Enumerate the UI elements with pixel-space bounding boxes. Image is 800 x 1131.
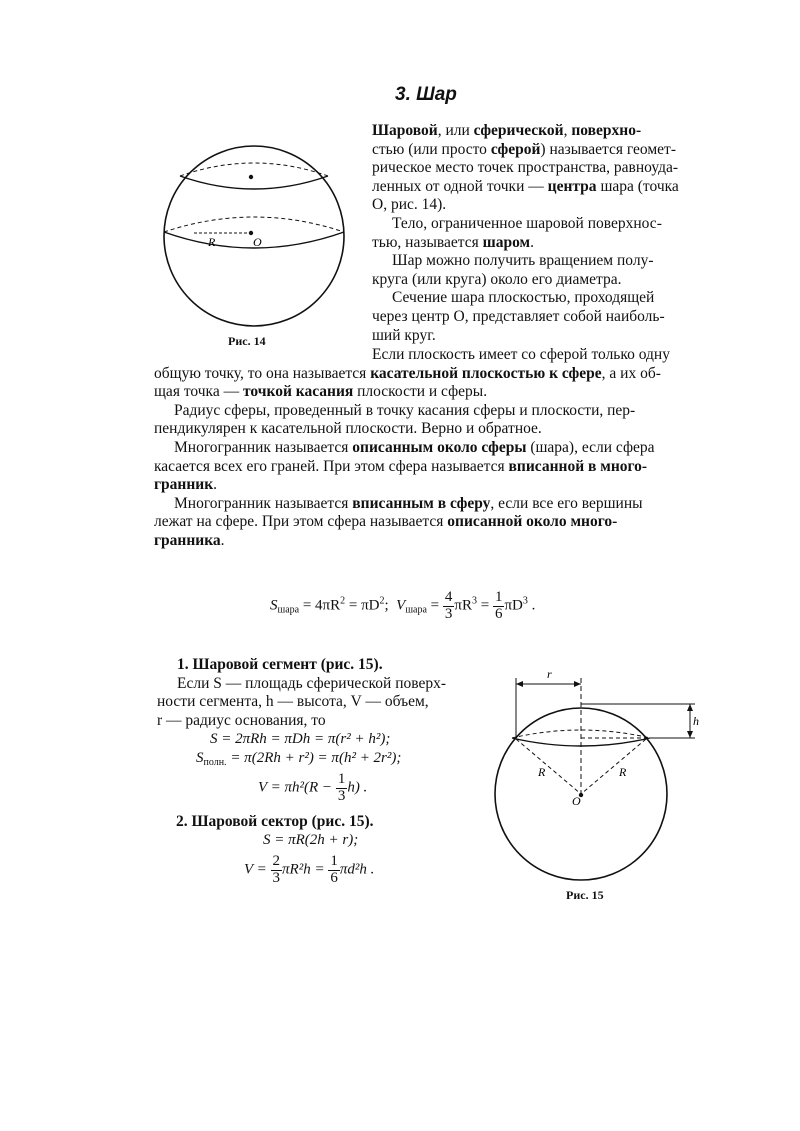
spherical-segment: 1. Шаровой сегмент (рис. 15). Если S — площадь сферической поверх- ности сегмента, h — высота, V — объем, r — радиус основания, то [157,656,447,729]
definition-sphere: Шаровой, или сферической, поверхно- стью (или просто сферой) называется геомет- рическое место точек пространства, равноуда- ленных от одной точки — центра шара (точка O, рис. 14). Тело, ограниченное шаровой поверхнос- тью, называется шаром. Шар можно получить вращением полу- круга (или круга) около его диаметра. Сечение шара плоскостью, проходящей через центр O, представляет собой наиболь- ший круг. [372,122,679,344]
fig14-label-R: R [208,235,216,249]
fig14-label-O: O [253,235,262,249]
sector-formula-1: S = πR(2h + r); [263,832,359,848]
fig15-label-h: h [693,714,699,728]
fig14-caption: Рис. 14 [228,334,266,348]
segment-formula-3: V = πh²(R − $\frac{1}{3}$ h) . [258,771,368,804]
fig15-label-O: O [572,794,581,808]
fig15-label-R-right: R [619,765,627,779]
sector-formula-2: V = $\frac{2}{3}$ πR²h = $\frac{1}{6}$ πd²h . [244,853,375,886]
segment-formula-2: $S_{полн.} = \pi(2Rh + r^2) = \pi(h^2 + 2r^2)$; [196,750,402,768]
tangent-plane-text: Если плоскость имеет со сферой только одну общую точку, то она называется касательной плоскостью к сфере, а их об- щая точка — точкой касания плоскости и сферы. Радиус сферы, проведенный в точку касания сферы и плоскости, пер- пендикулярен к касательной плоскости. Верно и обратное. Многогранник называется описанным около сферы (шара), если сфера касается всех его граней. При этом сфера называется вписанной в много- гранник. Многогранник называется вписанным в сферу, если все его вершины лежат на сфере. При этом сфера называется описанной около много- гранника. [154,346,670,549]
fig15-label-r: r [547,667,552,681]
sphere-area-volume-formula: $S_{шара} = 4\pi R^2 = \pi D^2$; $V_{шара}$ = $\frac{4}{3}$ $\pi R^3$ = $\frac{1}{6}$ $\pi D^3$ . [270,589,536,622]
fig15-caption: Рис. 15 [566,888,604,902]
figure-14-sphere [160,140,350,335]
spherical-sector-heading: 2. Шаровой сектор (рис. 15). [176,813,374,830]
segment-formula-1: S = 2πRh = πDh = π(r² + h²); [210,731,391,747]
section-title: 3. Шар [395,84,457,105]
fig15-label-R-left: R [538,765,546,779]
figure-15-sphere-segment [490,664,710,884]
